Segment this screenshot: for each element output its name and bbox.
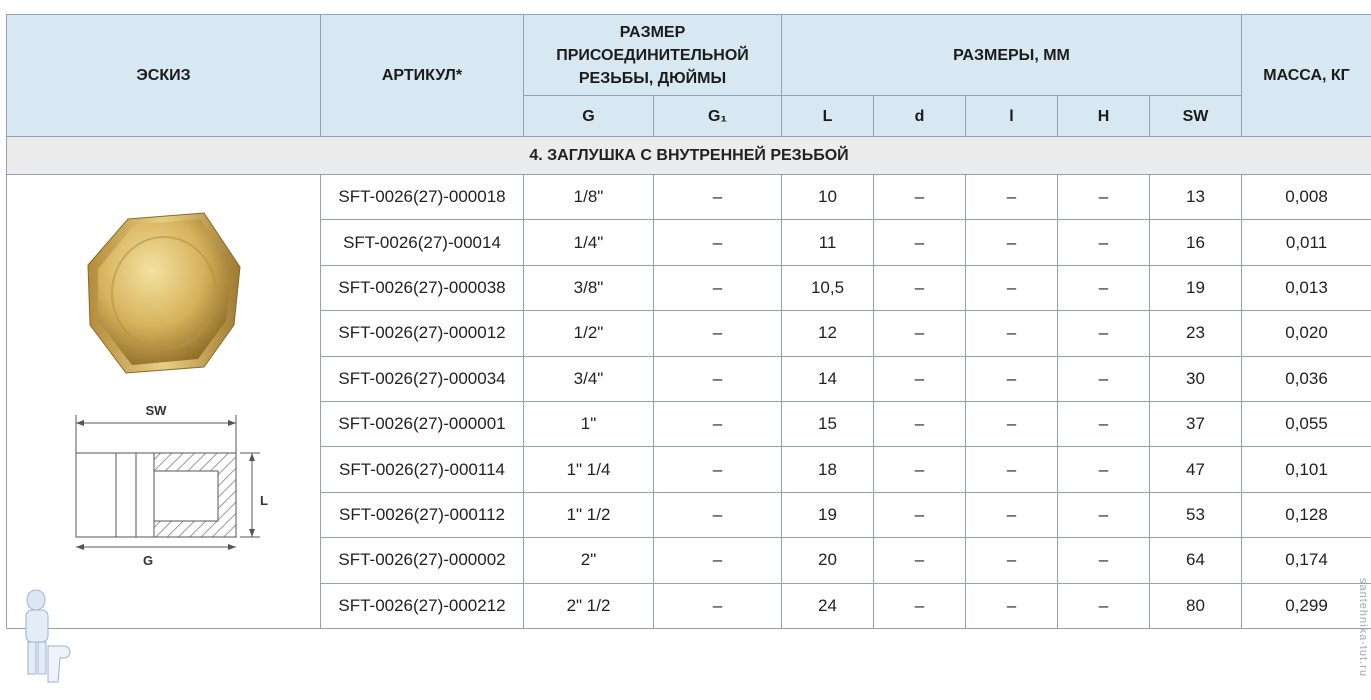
cell-mass: 0,174 xyxy=(1242,538,1371,583)
plumber-logo-icon xyxy=(14,586,74,691)
cell-L: 19 xyxy=(782,492,874,537)
cell-g: 3/4" xyxy=(524,356,654,401)
cell-article: SFT-0026(27)-000018 xyxy=(321,175,524,220)
cell-H: – xyxy=(1058,447,1150,492)
cell-SW: 80 xyxy=(1150,583,1242,628)
cell-H: – xyxy=(1058,538,1150,583)
spec-table xyxy=(6,14,1371,629)
cell-g1: – xyxy=(654,538,782,583)
cell-SW: 23 xyxy=(1150,311,1242,356)
cell-SW: 37 xyxy=(1150,401,1242,446)
cell-l: – xyxy=(966,265,1058,310)
sketch-cell xyxy=(7,175,321,629)
sw-label: SW xyxy=(145,403,166,418)
header-g: G xyxy=(524,96,654,137)
cell-l: – xyxy=(966,583,1058,628)
cell-article: SFT-0026(27)-000212 xyxy=(321,583,524,628)
watermark: santehnika-tut.ru xyxy=(1357,578,1369,677)
cell-g: 1/2" xyxy=(524,311,654,356)
cell-l: – xyxy=(966,401,1058,446)
cell-H: – xyxy=(1058,175,1150,220)
cell-g: 1/8" xyxy=(524,175,654,220)
header-row xyxy=(7,15,1371,96)
cell-g: 1/4" xyxy=(524,220,654,265)
cell-d: – xyxy=(874,492,966,537)
cell-SW: 16 xyxy=(1150,220,1242,265)
cell-g1: – xyxy=(654,583,782,628)
cell-l: – xyxy=(966,311,1058,356)
cell-mass: 0,055 xyxy=(1242,401,1371,446)
cell-d: – xyxy=(874,356,966,401)
cell-d: – xyxy=(874,265,966,310)
header-article: АРТИКУЛ* xyxy=(321,15,524,137)
cell-H: – xyxy=(1058,356,1150,401)
cell-d: – xyxy=(874,220,966,265)
cell-d: – xyxy=(874,447,966,492)
cell-d: – xyxy=(874,175,966,220)
cell-mass: 0,128 xyxy=(1242,492,1371,537)
cell-l: – xyxy=(966,538,1058,583)
cell-SW: 19 xyxy=(1150,265,1242,310)
cell-g: 1" 1/4 xyxy=(524,447,654,492)
cell-H: – xyxy=(1058,265,1150,310)
cell-H: – xyxy=(1058,492,1150,537)
header-d: d xyxy=(874,96,966,137)
cell-L: 18 xyxy=(782,447,874,492)
cell-g: 1" 1/2 xyxy=(524,492,654,537)
cell-g: 2" 1/2 xyxy=(524,583,654,628)
cell-g1: – xyxy=(654,447,782,492)
plug-sketch-icon xyxy=(8,175,320,623)
cell-L: 12 xyxy=(782,311,874,356)
cell-g1: – xyxy=(654,356,782,401)
cell-L: 10,5 xyxy=(782,265,874,310)
cell-mass: 0,036 xyxy=(1242,356,1371,401)
section-row xyxy=(7,137,1371,175)
cell-article: SFT-0026(27)-000002 xyxy=(321,538,524,583)
cell-g1: – xyxy=(654,220,782,265)
cell-g1: – xyxy=(654,175,782,220)
cell-d: – xyxy=(874,311,966,356)
cell-article: SFT-0026(27)-000038 xyxy=(321,265,524,310)
cell-g1: – xyxy=(654,401,782,446)
cell-mass: 0,008 xyxy=(1242,175,1371,220)
cell-article: SFT-0026(27)-000012 xyxy=(321,311,524,356)
cell-L: 20 xyxy=(782,538,874,583)
cell-d: – xyxy=(874,583,966,628)
cell-L: 14 xyxy=(782,356,874,401)
cell-g1: – xyxy=(654,311,782,356)
cell-mass: 0,013 xyxy=(1242,265,1371,310)
header-g1: G₁ xyxy=(654,96,782,137)
g-label: G xyxy=(142,553,153,568)
cell-article: SFT-0026(27)-000112 xyxy=(321,492,524,537)
cell-article: SFT-0026(27)-000001 xyxy=(321,401,524,446)
cell-L: 11 xyxy=(782,220,874,265)
header-sketch: ЭСКИЗ xyxy=(7,15,321,137)
header-l: l xyxy=(966,96,1058,137)
header-H: H xyxy=(1058,96,1150,137)
cell-L: 15 xyxy=(782,401,874,446)
cell-g: 3/8" xyxy=(524,265,654,310)
cell-H: – xyxy=(1058,583,1150,628)
header-thread-size: РАЗМЕР ПРИСОЕДИНИТЕЛЬНОЙ РЕЗЬБЫ, ДЮЙМЫ xyxy=(524,15,782,96)
cell-article: SFT-0026(27)-000114 xyxy=(321,447,524,492)
cell-l: – xyxy=(966,492,1058,537)
cell-SW: 53 xyxy=(1150,492,1242,537)
l-label: L xyxy=(259,493,268,508)
cell-L: 10 xyxy=(782,175,874,220)
cell-g1: – xyxy=(654,265,782,310)
cell-d: – xyxy=(874,401,966,446)
section-title: 4. ЗАГЛУШКА С ВНУТРЕННЕЙ РЕЗЬБОЙ xyxy=(7,137,1371,175)
cell-g: 1" xyxy=(524,401,654,446)
cell-d: – xyxy=(874,538,966,583)
cell-l: – xyxy=(966,447,1058,492)
cell-mass: 0,011 xyxy=(1242,220,1371,265)
cell-mass: 0,020 xyxy=(1242,311,1371,356)
header-dimensions: РАЗМЕРЫ, ММ xyxy=(782,15,1242,96)
cell-H: – xyxy=(1058,401,1150,446)
header-L: L xyxy=(782,96,874,137)
cell-l: – xyxy=(966,220,1058,265)
cell-SW: 30 xyxy=(1150,356,1242,401)
cell-l: – xyxy=(966,175,1058,220)
cell-article: SFT-0026(27)-00014 xyxy=(321,220,524,265)
cell-L: 24 xyxy=(782,583,874,628)
cell-article: SFT-0026(27)-000034 xyxy=(321,356,524,401)
table-row xyxy=(7,175,1371,220)
cell-SW: 64 xyxy=(1150,538,1242,583)
cell-g: 2" xyxy=(524,538,654,583)
header-mass: МАССА, КГ xyxy=(1242,15,1371,137)
cell-H: – xyxy=(1058,311,1150,356)
cell-SW: 13 xyxy=(1150,175,1242,220)
header-SW: SW xyxy=(1150,96,1242,137)
cell-mass: 0,101 xyxy=(1242,447,1371,492)
cell-mass: 0,299 xyxy=(1242,583,1371,628)
cell-l: – xyxy=(966,356,1058,401)
cell-SW: 47 xyxy=(1150,447,1242,492)
cell-H: – xyxy=(1058,220,1150,265)
cell-g1: – xyxy=(654,492,782,537)
